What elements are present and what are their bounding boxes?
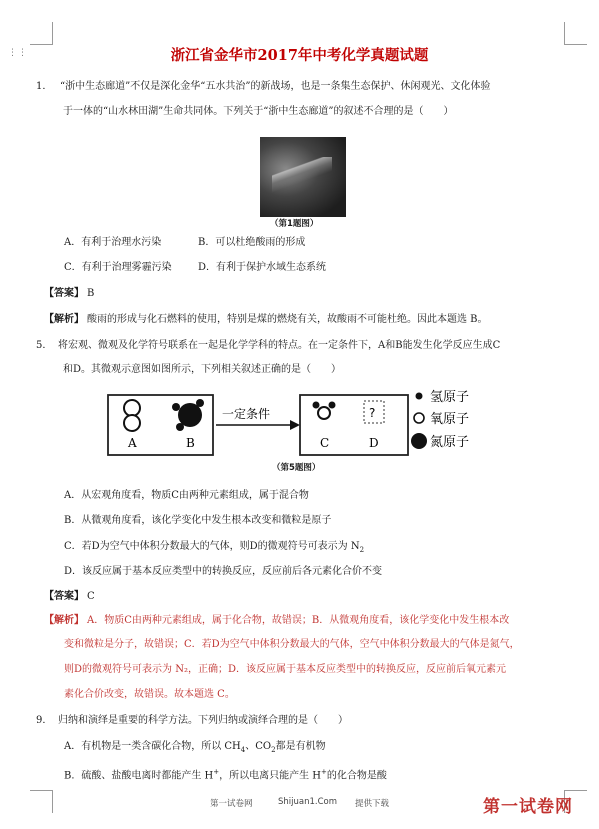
question-1-figure-image — [260, 137, 346, 217]
question-1-analysis: 酸雨的形成与化石燃料的使用，特别是煤的燃烧有关，故酸雨不可能杜绝。因此本题选 B。 — [87, 314, 488, 325]
molecule-d-unknown: ? — [369, 406, 376, 420]
question-1-option-b: B．可以杜绝酸雨的形成 — [198, 237, 306, 248]
question-5-text-line2: 和D。其微观示意图如图所示，下列相关叙述正确的是（ ） — [63, 364, 342, 375]
reaction-arrow-head-icon — [290, 420, 300, 430]
molecule-c-hydrogen-2 — [329, 402, 336, 409]
question-9-number: 9． — [36, 715, 53, 726]
document-title: 浙江省金华市2017年中考化学真题试题 — [170, 47, 429, 64]
question-1-option-a: A．有利于治理水污染 — [64, 237, 162, 248]
question-5-analysis-label: 【解析】 — [44, 615, 84, 626]
molecule-a-atom-1 — [124, 400, 140, 416]
question-5-answer: C — [87, 591, 95, 602]
molecule-c-hydrogen-1 — [313, 402, 320, 409]
molecule-b-hydrogen-2 — [176, 423, 184, 431]
question-5-option-a: A．从宏观角度看，物质C由两种元素组成，属于混合物 — [64, 490, 309, 501]
legend-oxygen: 氧原子 — [430, 412, 470, 427]
question-5-answer-label: 【答案】 — [44, 591, 84, 602]
molecule-a-atom-2 — [124, 415, 140, 431]
page-corner-mark-top-right — [564, 22, 587, 45]
question-1-answer: B — [87, 288, 95, 299]
footer-right-text: 提供下载 — [355, 799, 390, 809]
question-5-analysis-line3: 则D的微观符号可表示为 N₂，正确；D．该反应属于基本反应类型中的转换反应，反应前后氧元素元 — [64, 664, 506, 675]
molecule-b-hydrogen-1 — [172, 403, 180, 411]
question-1-option-d: D．有利于保护水域生态系统 — [198, 262, 327, 273]
question-1-text-line1: “浙中生态廊道”不仅是深化金华“五水共治”的新战场，也是一条集生态保护、休闲观光、文化体验 — [60, 81, 491, 92]
molecule-b-hydrogen-3 — [196, 399, 204, 407]
legend-nitrogen: 氮原子 — [430, 435, 470, 450]
question-1-figure-caption: （第1题图） — [270, 219, 319, 229]
question-1-analysis-label: 【解析】 — [44, 314, 84, 325]
footer-left-text: 第一试卷网 — [210, 799, 253, 809]
question-1-text-line2: 于一体的“山水林田湖”生命共同体。下列关于“浙中生态廊道”的叙述不合理的是（ ） — [63, 106, 454, 117]
question-5-text-line1: 将宏观、微观及化学符号联系在一起是化学学科的特点。在一定条件下，A和B能发生化学反应生成C — [58, 340, 501, 351]
question-5-option-c: C．若D为空气中体积分数最大的气体，则D的微观符号可表示为 $N_2$ — [64, 541, 365, 554]
molecule-c-oxygen — [318, 407, 330, 419]
question-5-figure-caption: （第5题图） — [272, 463, 321, 473]
reaction-condition: 一定条件 — [222, 407, 271, 421]
question-5-option-d: D．该反应属于基本反应类型中的转换反应，反应前后各元素化合价不变 — [64, 566, 383, 577]
question-1-option-c: C．有利于治理雾霾污染 — [64, 262, 172, 273]
legend-oxygen-icon — [414, 413, 424, 423]
question-1-answer-label: 【答案】 — [44, 288, 84, 299]
question-5-analysis-line2: 变和微粒是分子，故错误；C．若D为空气中体积分数最大的气体，空气中体积分数最大的气体是氮气， — [64, 639, 520, 650]
label-a: A — [128, 436, 137, 450]
question-5-option-b: B．从微观角度看，该化学变化中发生根本改变和微粒是原子 — [64, 515, 332, 526]
question-5-analysis-line4: 素化合价改变，故错误。故本题选 C。 — [64, 689, 235, 700]
label-d: D — [369, 436, 379, 450]
legend-hydrogen: 氢原子 — [430, 390, 470, 405]
page-corner-mark-bottom-left — [30, 790, 53, 813]
legend-nitrogen-icon — [411, 433, 427, 449]
question-1-number: 1． — [36, 81, 53, 92]
question-5-analysis-line1: A．物质C由两种元素组成，属于化合物，故错误；B．从微观角度看，该化学变化中发生根本改 — [87, 615, 510, 626]
drag-handle-icon[interactable]: ⋮⋮ — [8, 48, 28, 58]
question-9-text-line1: 归纳和演绎是重要的科学方法。下列归纳或演绎合理的是（ ） — [58, 715, 348, 726]
question-9-option-b: B．硫酸、盐酸电离时都能产生 H+，所以电离只能产生 H+的化合物是酸 — [64, 768, 387, 782]
page-corner-mark-top-left — [30, 22, 53, 45]
label-c: C — [320, 436, 330, 450]
legend-hydrogen-icon — [416, 393, 423, 400]
question-9-option-a: A．有机物是一类含碳化合物，所以 $CH_4$、$CO_2$都是有机物 — [64, 741, 326, 754]
question-5-number: 5． — [36, 340, 53, 351]
brand-logo-text: 第一试卷网 — [483, 797, 573, 817]
footer-site-link[interactable]: Shijuan1.Com — [278, 797, 338, 807]
label-b: B — [186, 436, 195, 450]
